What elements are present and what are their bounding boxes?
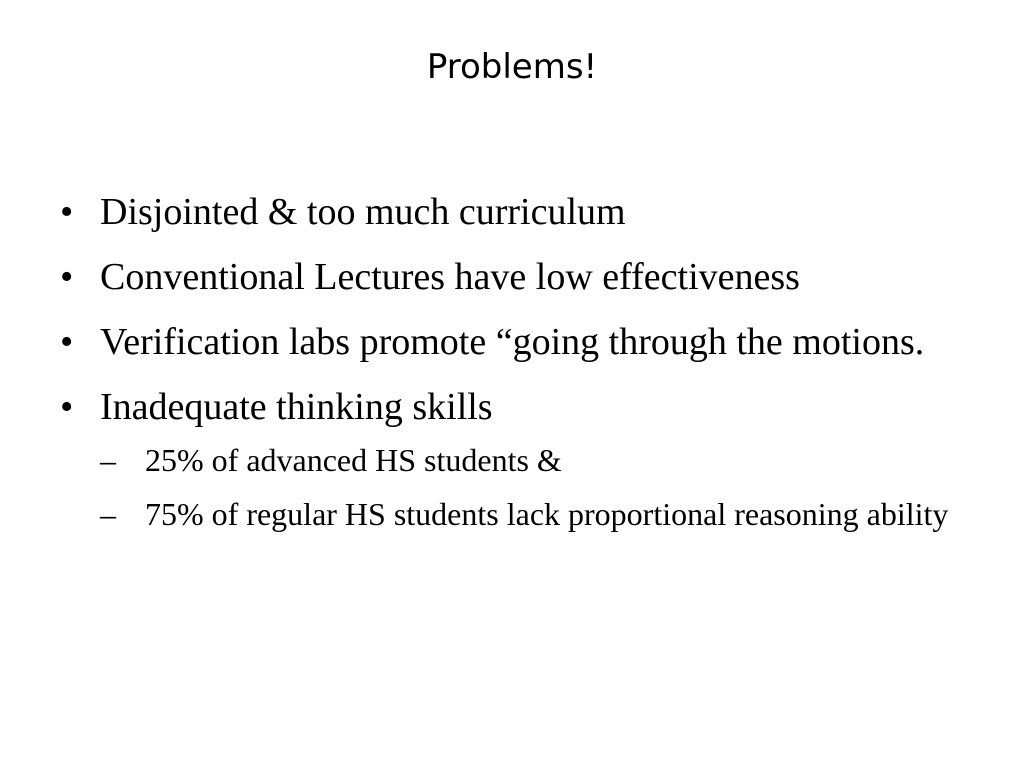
bullet-list bbox=[60, 186, 980, 550]
bullet-marker: • bbox=[60, 386, 74, 428]
bullet-marker: • bbox=[60, 256, 74, 298]
bullet-text: Inadequate thinking skills bbox=[100, 386, 493, 428]
bullet-item bbox=[60, 186, 980, 238]
bullet-marker: • bbox=[60, 321, 74, 363]
sub-bullet-item bbox=[100, 491, 980, 537]
bullet-marker: • bbox=[60, 191, 74, 233]
sub-bullet-marker: – bbox=[100, 442, 116, 478]
bullet-text: Disjointed & too much curriculum bbox=[100, 191, 626, 233]
bullet-item bbox=[60, 381, 980, 537]
bullet-text: Conventional Lectures have low effectiveness bbox=[100, 256, 800, 298]
sub-bullet-list bbox=[100, 437, 980, 537]
sub-bullet-marker: – bbox=[100, 496, 116, 532]
bullet-item bbox=[60, 316, 980, 368]
bullet-item bbox=[60, 251, 980, 303]
sub-bullet-text: 75% of regular HS students lack proportional reasoning ability bbox=[145, 496, 949, 532]
bullet-text: Verification labs promote “going through the motions. bbox=[100, 321, 925, 363]
slide-title: Problems! bbox=[426, 47, 598, 87]
sub-bullet-text: 25% of advanced HS students & bbox=[145, 442, 562, 478]
sub-bullet-item bbox=[100, 437, 980, 483]
